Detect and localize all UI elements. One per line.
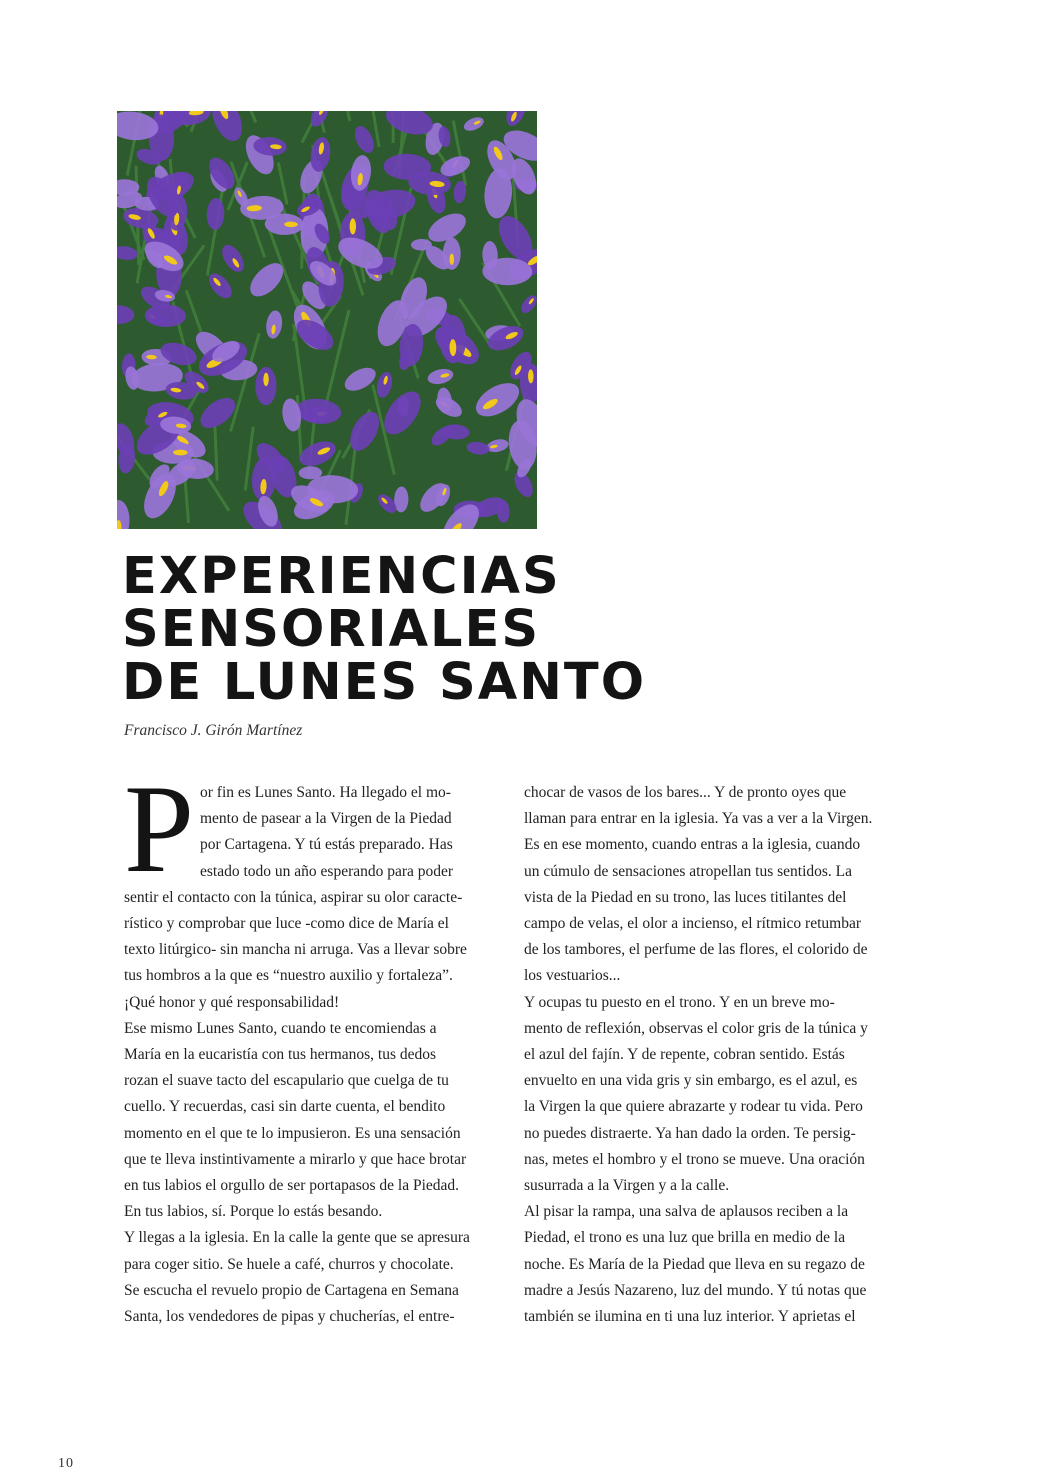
body-line: mento de reflexión, observas el color gris de la túnica y: [524, 1019, 868, 1037]
body-line: los vestuarios...: [524, 967, 621, 985]
body-line: llaman para entrar en la iglesia. Ya vas a ver a la Virgen.: [524, 810, 873, 828]
body-line: sentir el contacto con la túnica, aspirar su olor caracte-: [124, 888, 463, 906]
body-column-right: [524, 780, 902, 1330]
body-line: nas, metes el hombro y el trono se mueve. Una oración: [524, 1150, 865, 1168]
body-line: or fin es Lunes Santo. Ha llegado el mo-: [200, 784, 451, 801]
body-line: Santa, los vendedores de pipas y chucherías, el entre-: [124, 1308, 455, 1326]
body-line: María en la eucaristía con tus hermanos, tus dedos: [124, 1046, 437, 1064]
body-line: también se ilumina en ti una luz interior. Y aprietas el: [524, 1308, 856, 1326]
body-line: campo de velas, el olor a incienso, el rítmico retumbar: [524, 915, 862, 933]
body-line: de los tambores, el perfume de las flores, el colorido de: [524, 941, 868, 959]
title-line-3: DE LUNES SANTO: [122, 653, 647, 712]
body-line: mento de pasear a la Virgen de la Piedad: [200, 810, 452, 828]
body-line: envuelto en una vida gris y sin embargo, es el azul, es: [524, 1072, 858, 1090]
body-line: momento en el que te lo impusieron. Es una sensación: [124, 1124, 461, 1142]
body-line: vista de la Piedad en su trono, las luces titilantes del: [524, 888, 847, 906]
body-line: Es en ese momento, cuando entras a la iglesia, cuando: [524, 836, 861, 854]
body-line: Y ocupas tu puesto en el trono. Y en un breve mo-: [524, 993, 835, 1011]
body-line: noche. Es María de la Piedad que lleva en su regazo de: [524, 1255, 865, 1273]
body-line: texto litúrgico- sin mancha ni arruga. Vas a llevar sobre: [124, 941, 467, 959]
article-title: [122, 547, 647, 712]
body-line: madre a Jesús Nazareno, luz del mundo. Y tú notas que: [524, 1281, 867, 1299]
body-line: ¡Qué honor y qué responsabilidad!: [124, 993, 340, 1011]
body-line: un cúmulo de sensaciones atropellan tus sentidos. La: [524, 862, 853, 880]
body-line: Al pisar la rampa, una salva de aplausos reciben a la: [524, 1203, 849, 1221]
body-line: rístico y comprobar que luce -como dice de María el: [124, 915, 449, 933]
body-line: por Cartagena. Y tú estás preparado. Has: [200, 836, 453, 854]
author-byline: Francisco J. Girón Martínez: [124, 722, 303, 739]
body-line: no puedes distraerte. Ya han dado la orden. Te persig-: [524, 1124, 856, 1142]
body-line: rozan el suave tacto del escapulario que cuelga de tu: [124, 1072, 449, 1090]
body-line: susurrada a la Virgen y a la calle.: [524, 1177, 730, 1195]
body-line: en tus labios el orgullo de ser portapasos de la Piedad.: [124, 1177, 460, 1195]
body-line: estado todo un año esperando para poder: [200, 862, 454, 880]
body-column-left: [124, 760, 502, 1330]
drop-cap: P: [124, 760, 195, 899]
body-line: Ese mismo Lunes Santo, cuando te encomiendas a: [124, 1019, 437, 1037]
body-line: Se escucha el revuelo propio de Cartagena en Semana: [124, 1281, 459, 1299]
body-line: Piedad, el trono es una luz que brilla en medio de la: [524, 1229, 846, 1247]
body-line: chocar de vasos de los bares... Y de pronto oyes que: [524, 784, 847, 801]
body-line: que te lleva instintivamente a mirarlo y que hace brotar: [124, 1150, 467, 1168]
body-line: el azul del fajín. Y de repente, cobran sentido. Estás: [524, 1046, 845, 1064]
body-line: En tus labios, sí. Porque lo estás besando.: [124, 1203, 383, 1221]
title-line-2: SENSORIALES: [122, 600, 541, 659]
body-line: la Virgen la que quiere abrazarte y rodear tu vida. Pero: [524, 1098, 863, 1116]
body-line: Y llegas a la iglesia. En la calle la gente que se apresura: [124, 1229, 470, 1247]
body-line: cuello. Y recuerdas, casi sin darte cuenta, el bendito: [124, 1098, 446, 1116]
body-line: tus hombros a la que es “nuestro auxilio y fortaleza”.: [124, 967, 453, 985]
body-line: para coger sitio. Se huele a café, churros y chocolate.: [124, 1255, 454, 1273]
iris-flowers-photo: [117, 111, 537, 529]
title-line-1: EXPERIENCIAS: [122, 547, 561, 606]
page-number: 10: [58, 1456, 74, 1471]
